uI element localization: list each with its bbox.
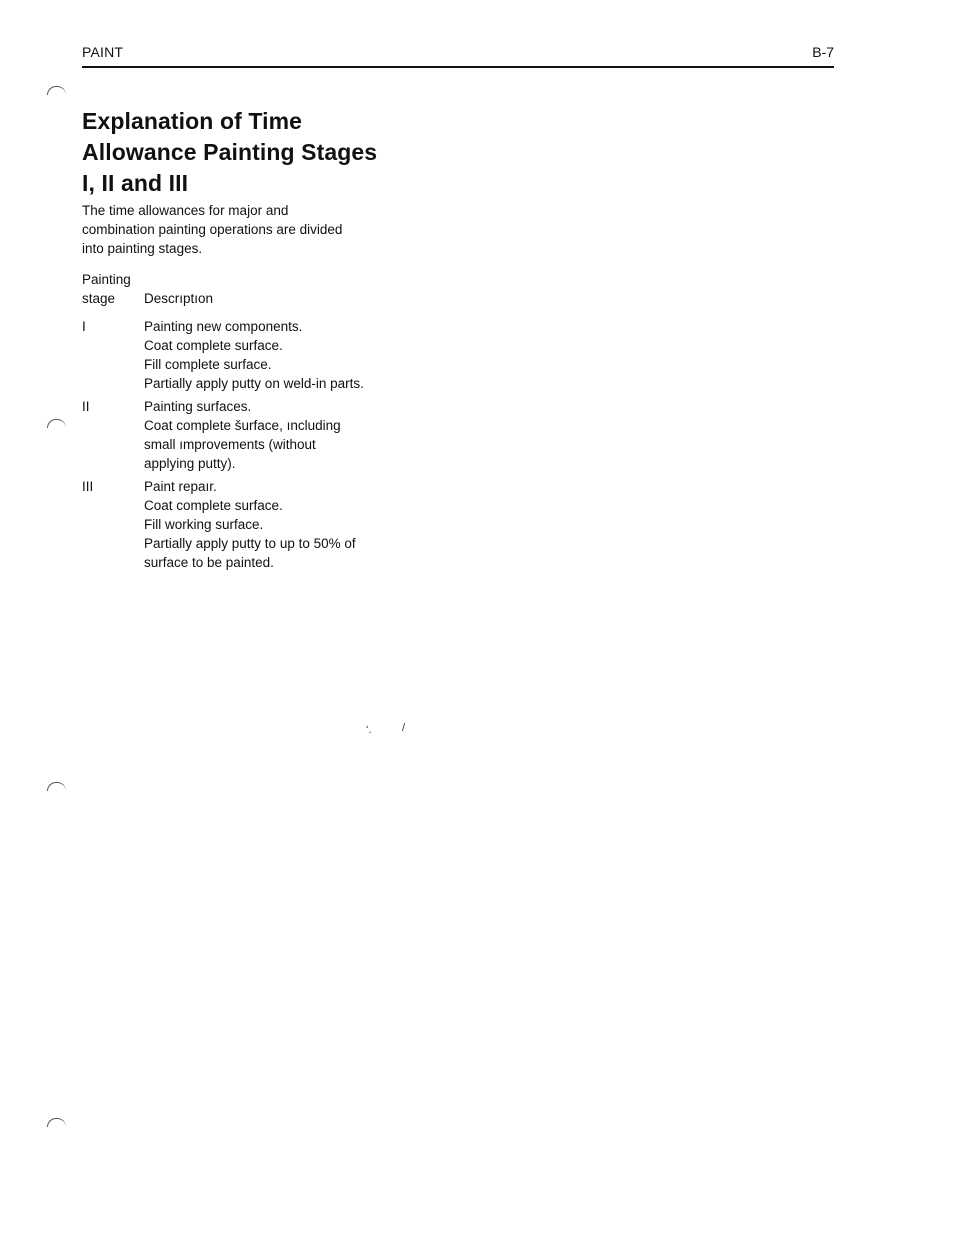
title-line-3: I, II and III bbox=[82, 170, 189, 196]
punch-hole-mark-icon bbox=[47, 1118, 66, 1127]
stage-label: III bbox=[82, 479, 94, 494]
description-line: Partially apply putty to up to 50% of bbox=[144, 536, 356, 551]
description-column-header: Descrıptıon bbox=[144, 291, 214, 306]
stage-label: I bbox=[82, 319, 86, 334]
punch-hole-mark-icon bbox=[47, 86, 66, 95]
page-title bbox=[82, 106, 442, 199]
description-line: Coat complete šurface, ıncluding bbox=[144, 418, 341, 433]
description-line: Coat complete surface. bbox=[144, 338, 283, 353]
header-divider bbox=[82, 66, 834, 68]
description-line: Paint repaır. bbox=[144, 479, 217, 494]
stage-description bbox=[144, 317, 414, 393]
description-line: small ımprovements (without bbox=[144, 437, 316, 452]
title-line-2: Allowance Painting Stages bbox=[82, 139, 378, 165]
punch-hole-mark-icon bbox=[47, 419, 66, 428]
page-header bbox=[82, 44, 834, 66]
stage-header-line-1: Painting bbox=[82, 272, 131, 287]
description-line: applying putty). bbox=[144, 456, 236, 471]
intro-line-2: combination painting operations are divided bbox=[82, 222, 343, 237]
page-number: B-7 bbox=[812, 44, 834, 60]
intro-line-3: into painting stages. bbox=[82, 241, 203, 256]
description-line: surface to be painted. bbox=[144, 555, 274, 570]
stage-header-line-2: stage bbox=[82, 291, 116, 306]
title-line-1: Explanation of Time bbox=[82, 108, 303, 134]
description-line: Fill working surface. bbox=[144, 517, 264, 532]
description-line: Coat complete surface. bbox=[144, 498, 283, 513]
stage-label: II bbox=[82, 399, 90, 414]
stage-description bbox=[144, 477, 414, 572]
scan-speck: ‘. bbox=[366, 724, 372, 736]
stage-description bbox=[144, 397, 414, 473]
description-line: Painting surfaces. bbox=[144, 399, 252, 414]
intro-line-1: The time allowances for major and bbox=[82, 203, 289, 218]
description-line: Fill complete surface. bbox=[144, 357, 272, 372]
section-name: PAINT bbox=[82, 44, 124, 60]
intro-paragraph bbox=[82, 201, 422, 258]
description-line: Partially apply putty on weld-in parts. bbox=[144, 376, 364, 391]
scan-speck: / bbox=[402, 722, 406, 734]
stage-column-header bbox=[82, 270, 144, 308]
punch-hole-mark-icon bbox=[47, 782, 66, 791]
description-line: Painting new components. bbox=[144, 319, 303, 334]
